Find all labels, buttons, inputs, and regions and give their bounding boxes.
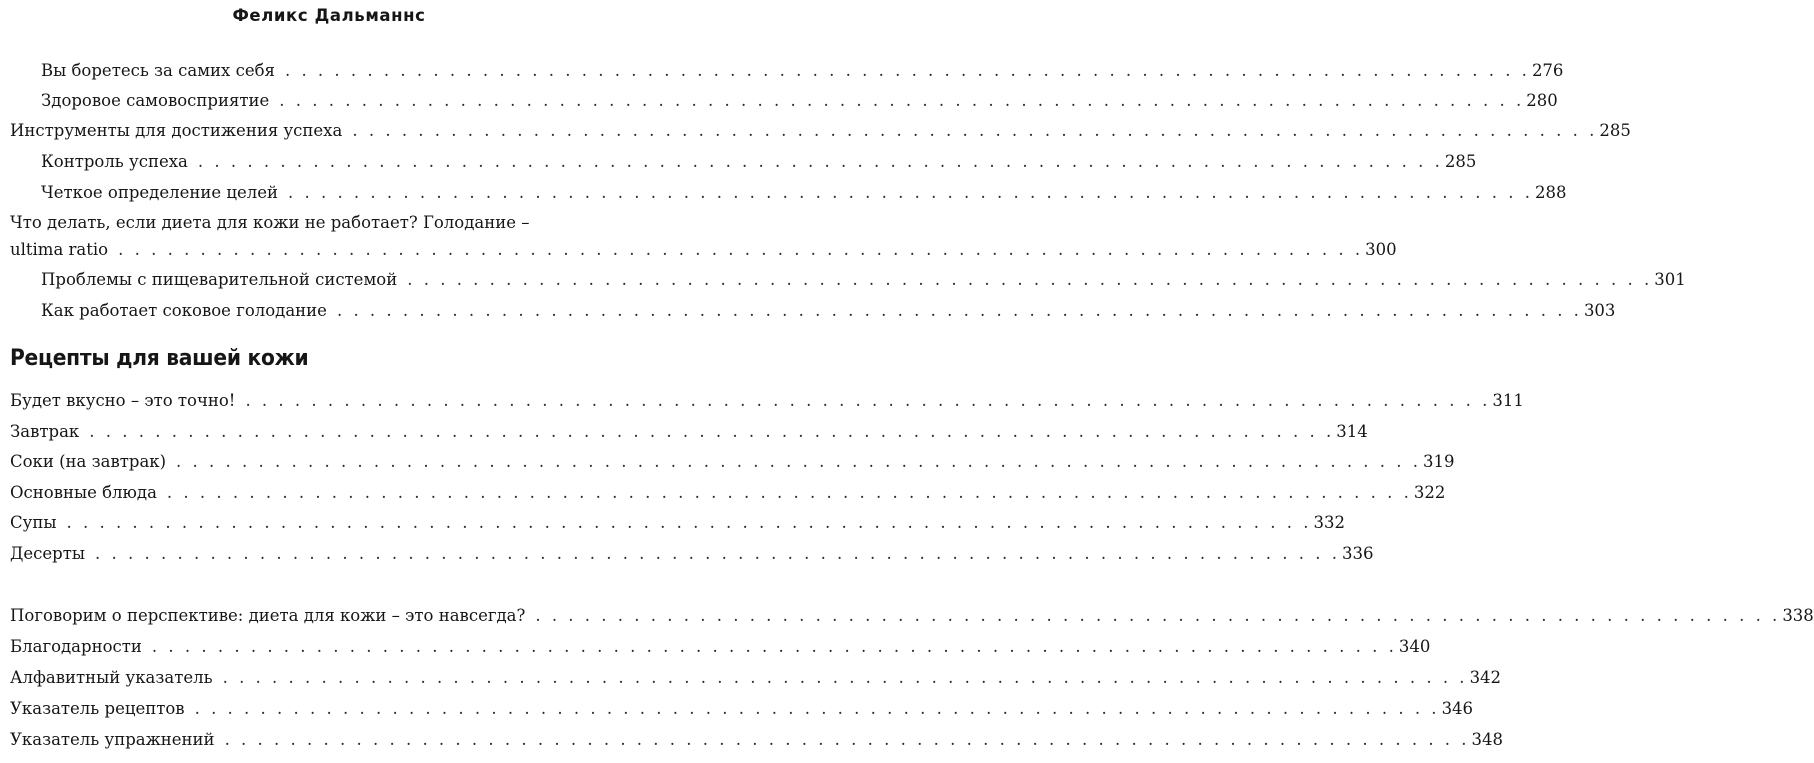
- toc-line: [0, 540, 1374, 568]
- toc-entry[interactable]: [10, 633, 1431, 661]
- toc-entry-title: Указатель рецептов: [10, 699, 185, 718]
- section-heading: Рецепты для вашей кожи: [10, 346, 309, 371]
- toc-entry[interactable]: [41, 57, 1564, 85]
- toc-entry-title[interactable]: Что делать, если диета для кожи не работает? Голодание –: [10, 213, 530, 232]
- toc-leader: . . . . . . . . . . . . . . . . . . . . . . . . . . . . . . . . . . . . . . . . . . . . . . . . . . . . . . . . . . . . . . . . . . . . . . . . . . . .: [166, 483, 1412, 502]
- toc-line: [0, 297, 1616, 325]
- toc-line: [0, 633, 1431, 661]
- toc-line: [0, 664, 1502, 692]
- toc-leader: . . . . . . . . . . . . . . . . . . . . . . . . . . . . . . . . . . . . . . . . . . . . . . . . . . . . . . . . . . . . . . . . . . . . . . . . . . . .: [194, 699, 1440, 718]
- toc-entry[interactable]: [10, 664, 1502, 692]
- toc-line: [0, 148, 1477, 176]
- toc-entry[interactable]: [10, 236, 1397, 264]
- toc-entry-title: Алфавитный указатель: [10, 668, 213, 687]
- toc-leader: . . . . . . . . . . . . . . . . . . . . . . . . . . . . . . . . . . . . . . . . . . . . . . . . . . . . . . . . . . . . . . . . . . . . . . . . . . . .: [245, 391, 1491, 410]
- toc-entry[interactable]: [41, 87, 1558, 115]
- toc-entry-title: Супы: [10, 513, 57, 532]
- toc-leader: . . . . . . . . . . . . . . . . . . . . . . . . . . . . . . . . . . . . . . . . . . . . . . . . . . . . . . . . . . . . . . . . . . . . . . . . . . . .: [284, 61, 1530, 80]
- toc-entry-title: Инструменты для достижения успеха: [10, 121, 343, 140]
- toc-entry-title: Четкое определение целей: [41, 183, 278, 202]
- toc-page-number: 319: [1423, 452, 1455, 471]
- toc-page-number: 280: [1526, 91, 1558, 110]
- toc-entry[interactable]: [10, 479, 1446, 507]
- toc-line: [0, 387, 1524, 415]
- toc-entry[interactable]: [10, 387, 1524, 415]
- toc-line: [0, 448, 1455, 476]
- toc-entry[interactable]: [10, 117, 1631, 145]
- toc-page-number: 348: [1471, 730, 1504, 749]
- toc-entry-title: Десерты: [10, 544, 86, 563]
- toc-page-number: 311: [1492, 391, 1524, 410]
- toc-line: [0, 695, 1474, 723]
- toc-line: [0, 479, 1446, 507]
- toc-entry-title: Указатель упражнений: [10, 730, 215, 749]
- running-head: Феликс Дальманнс: [232, 6, 426, 25]
- toc-page-number: 342: [1469, 668, 1502, 687]
- toc-page-number: 288: [1534, 183, 1567, 202]
- toc-page-number: 303: [1583, 301, 1616, 320]
- toc-entry[interactable]: [41, 179, 1567, 207]
- toc-entry[interactable]: [41, 266, 1686, 294]
- toc-page-number: 300: [1365, 240, 1397, 259]
- toc-entry-title: Будет вкусно – это точно!: [10, 391, 236, 410]
- toc-entry-title: Завтрак: [10, 422, 80, 441]
- toc-line: [0, 726, 1504, 754]
- toc-leader: . . . . . . . . . . . . . . . . . . . . . . . . . . . . . . . . . . . . . . . . . . . . . . . . . . . . . . . . . . . . . . . . . . . . . . . . . . . .: [224, 730, 1470, 749]
- toc-line: [0, 57, 1564, 85]
- toc-leader: . . . . . . . . . . . . . . . . . . . . . . . . . . . . . . . . . . . . . . . . . . . . . . . . . . . . . . . . . . . . . . . . . . . . . . . . . . . .: [66, 513, 1312, 532]
- toc-line: [0, 418, 1368, 446]
- toc-leader: . . . . . . . . . . . . . . . . . . . . . . . . . . . . . . . . . . . . . . . . . . . . . . . . . . . . . . . . . . . . . . . . . . . . . . . . . . . .: [197, 152, 1443, 171]
- toc-entry[interactable]: [10, 726, 1504, 754]
- toc-leader: . . . . . . . . . . . . . . . . . . . . . . . . . . . . . . . . . . . . . . . . . . . . . . . . . . . . . . . . . . . . . . . . . . . . . . . . . . . .: [279, 91, 1525, 110]
- toc-entry[interactable]: [10, 448, 1455, 476]
- toc-leader: . . . . . . . . . . . . . . . . . . . . . . . . . . . . . . . . . . . . . . . . . . . . . . . . . . . . . . . . . . . . . . . . . . . . . . . . . . . .: [287, 183, 1533, 202]
- toc-entry-title: Поговорим о перспективе: диета для кожи – это навсегда?: [10, 606, 526, 625]
- toc-line: [0, 236, 1397, 264]
- toc-entry[interactable]: [10, 509, 1345, 537]
- toc-leader: . . . . . . . . . . . . . . . . . . . . . . . . . . . . . . . . . . . . . . . . . . . . . . . . . . . . . . . . . . . . . . . . . . . . . . . . . . . .: [118, 240, 1364, 259]
- toc-page-number: 314: [1336, 422, 1368, 441]
- toc-leader: . . . . . . . . . . . . . . . . . . . . . . . . . . . . . . . . . . . . . . . . . . . . . . . . . . . . . . . . . . . . . . . . . . . . . . . . . . . .: [407, 270, 1653, 289]
- toc-entry[interactable]: [41, 148, 1477, 176]
- toc-page-number: 340: [1398, 637, 1431, 656]
- toc-leader: . . . . . . . . . . . . . . . . . . . . . . . . . . . . . . . . . . . . . . . . . . . . . . . . . . . . . . . . . . . . . . . . . . . . . . . . . . . .: [336, 301, 1582, 320]
- toc-line: [0, 266, 1686, 294]
- toc-line: [0, 209, 658, 237]
- toc-entry-title: Соки (на завтрак): [10, 452, 167, 471]
- toc-page-number: 338: [1782, 606, 1814, 625]
- toc-page-number: 322: [1413, 483, 1446, 502]
- toc-entry-title: Здоровое самовосприятие: [41, 91, 270, 110]
- toc-line: [0, 509, 1345, 537]
- toc-page-number: 346: [1441, 699, 1474, 718]
- toc-entry-title: Контроль успеха: [41, 152, 188, 171]
- toc-entry-title: Благодарности: [10, 637, 142, 656]
- toc-line: [0, 602, 1814, 630]
- toc-leader: . . . . . . . . . . . . . . . . . . . . . . . . . . . . . . . . . . . . . . . . . . . . . . . . . . . . . . . . . . . . . . . . . . . . . . . . . . . .: [95, 544, 1340, 563]
- toc-leader: . . . . . . . . . . . . . . . . . . . . . . . . . . . . . . . . . . . . . . . . . . . . . . . . . . . . . . . . . . . . . . . . . . . . . . . . . . . .: [89, 422, 1335, 441]
- toc-entry-title: Проблемы с пищеварительной системой: [41, 270, 398, 289]
- toc-entry[interactable]: [41, 297, 1616, 325]
- toc-page-number: 336: [1342, 544, 1374, 563]
- toc-entry[interactable]: [10, 695, 1474, 723]
- toc-entry-title: Вы боретесь за самих себя: [41, 61, 275, 80]
- toc-line: [0, 87, 1558, 115]
- toc-leader: . . . . . . . . . . . . . . . . . . . . . . . . . . . . . . . . . . . . . . . . . . . . . . . . . . . . . . . . . . . . . . . . . . . . . . . . . . . .: [176, 452, 1422, 471]
- toc-entry-title: ultima ratio: [10, 240, 109, 259]
- toc-entry-title: Основные блюда: [10, 483, 157, 502]
- toc-page-number: 276: [1531, 61, 1564, 80]
- toc-leader: . . . . . . . . . . . . . . . . . . . . . . . . . . . . . . . . . . . . . . . . . . . . . . . . . . . . . . . . . . . . . . . . . . . . . . . . . . . .: [535, 606, 1781, 625]
- toc-page-number: 332: [1313, 513, 1345, 532]
- toc-entry[interactable]: [10, 602, 1814, 630]
- toc-entry[interactable]: [10, 540, 1374, 568]
- toc-page-number: 285: [1599, 121, 1631, 140]
- toc-entry-title: Как работает соковое голодание: [41, 301, 327, 320]
- toc-entry[interactable]: [10, 418, 1368, 446]
- toc-page-number: 285: [1444, 152, 1477, 171]
- toc-page-number: 301: [1654, 270, 1686, 289]
- toc-leader: . . . . . . . . . . . . . . . . . . . . . . . . . . . . . . . . . . . . . . . . . . . . . . . . . . . . . . . . . . . . . . . . . . . . . . . . . . . .: [222, 668, 1468, 687]
- toc-leader: . . . . . . . . . . . . . . . . . . . . . . . . . . . . . . . . . . . . . . . . . . . . . . . . . . . . . . . . . . . . . . . . . . . . . . . . . . . .: [151, 637, 1397, 656]
- toc-line: [0, 117, 1631, 145]
- toc-line: [0, 179, 1567, 207]
- toc-leader: . . . . . . . . . . . . . . . . . . . . . . . . . . . . . . . . . . . . . . . . . . . . . . . . . . . . . . . . . . . . . . . . . . . . . . . . . . . .: [352, 121, 1598, 140]
